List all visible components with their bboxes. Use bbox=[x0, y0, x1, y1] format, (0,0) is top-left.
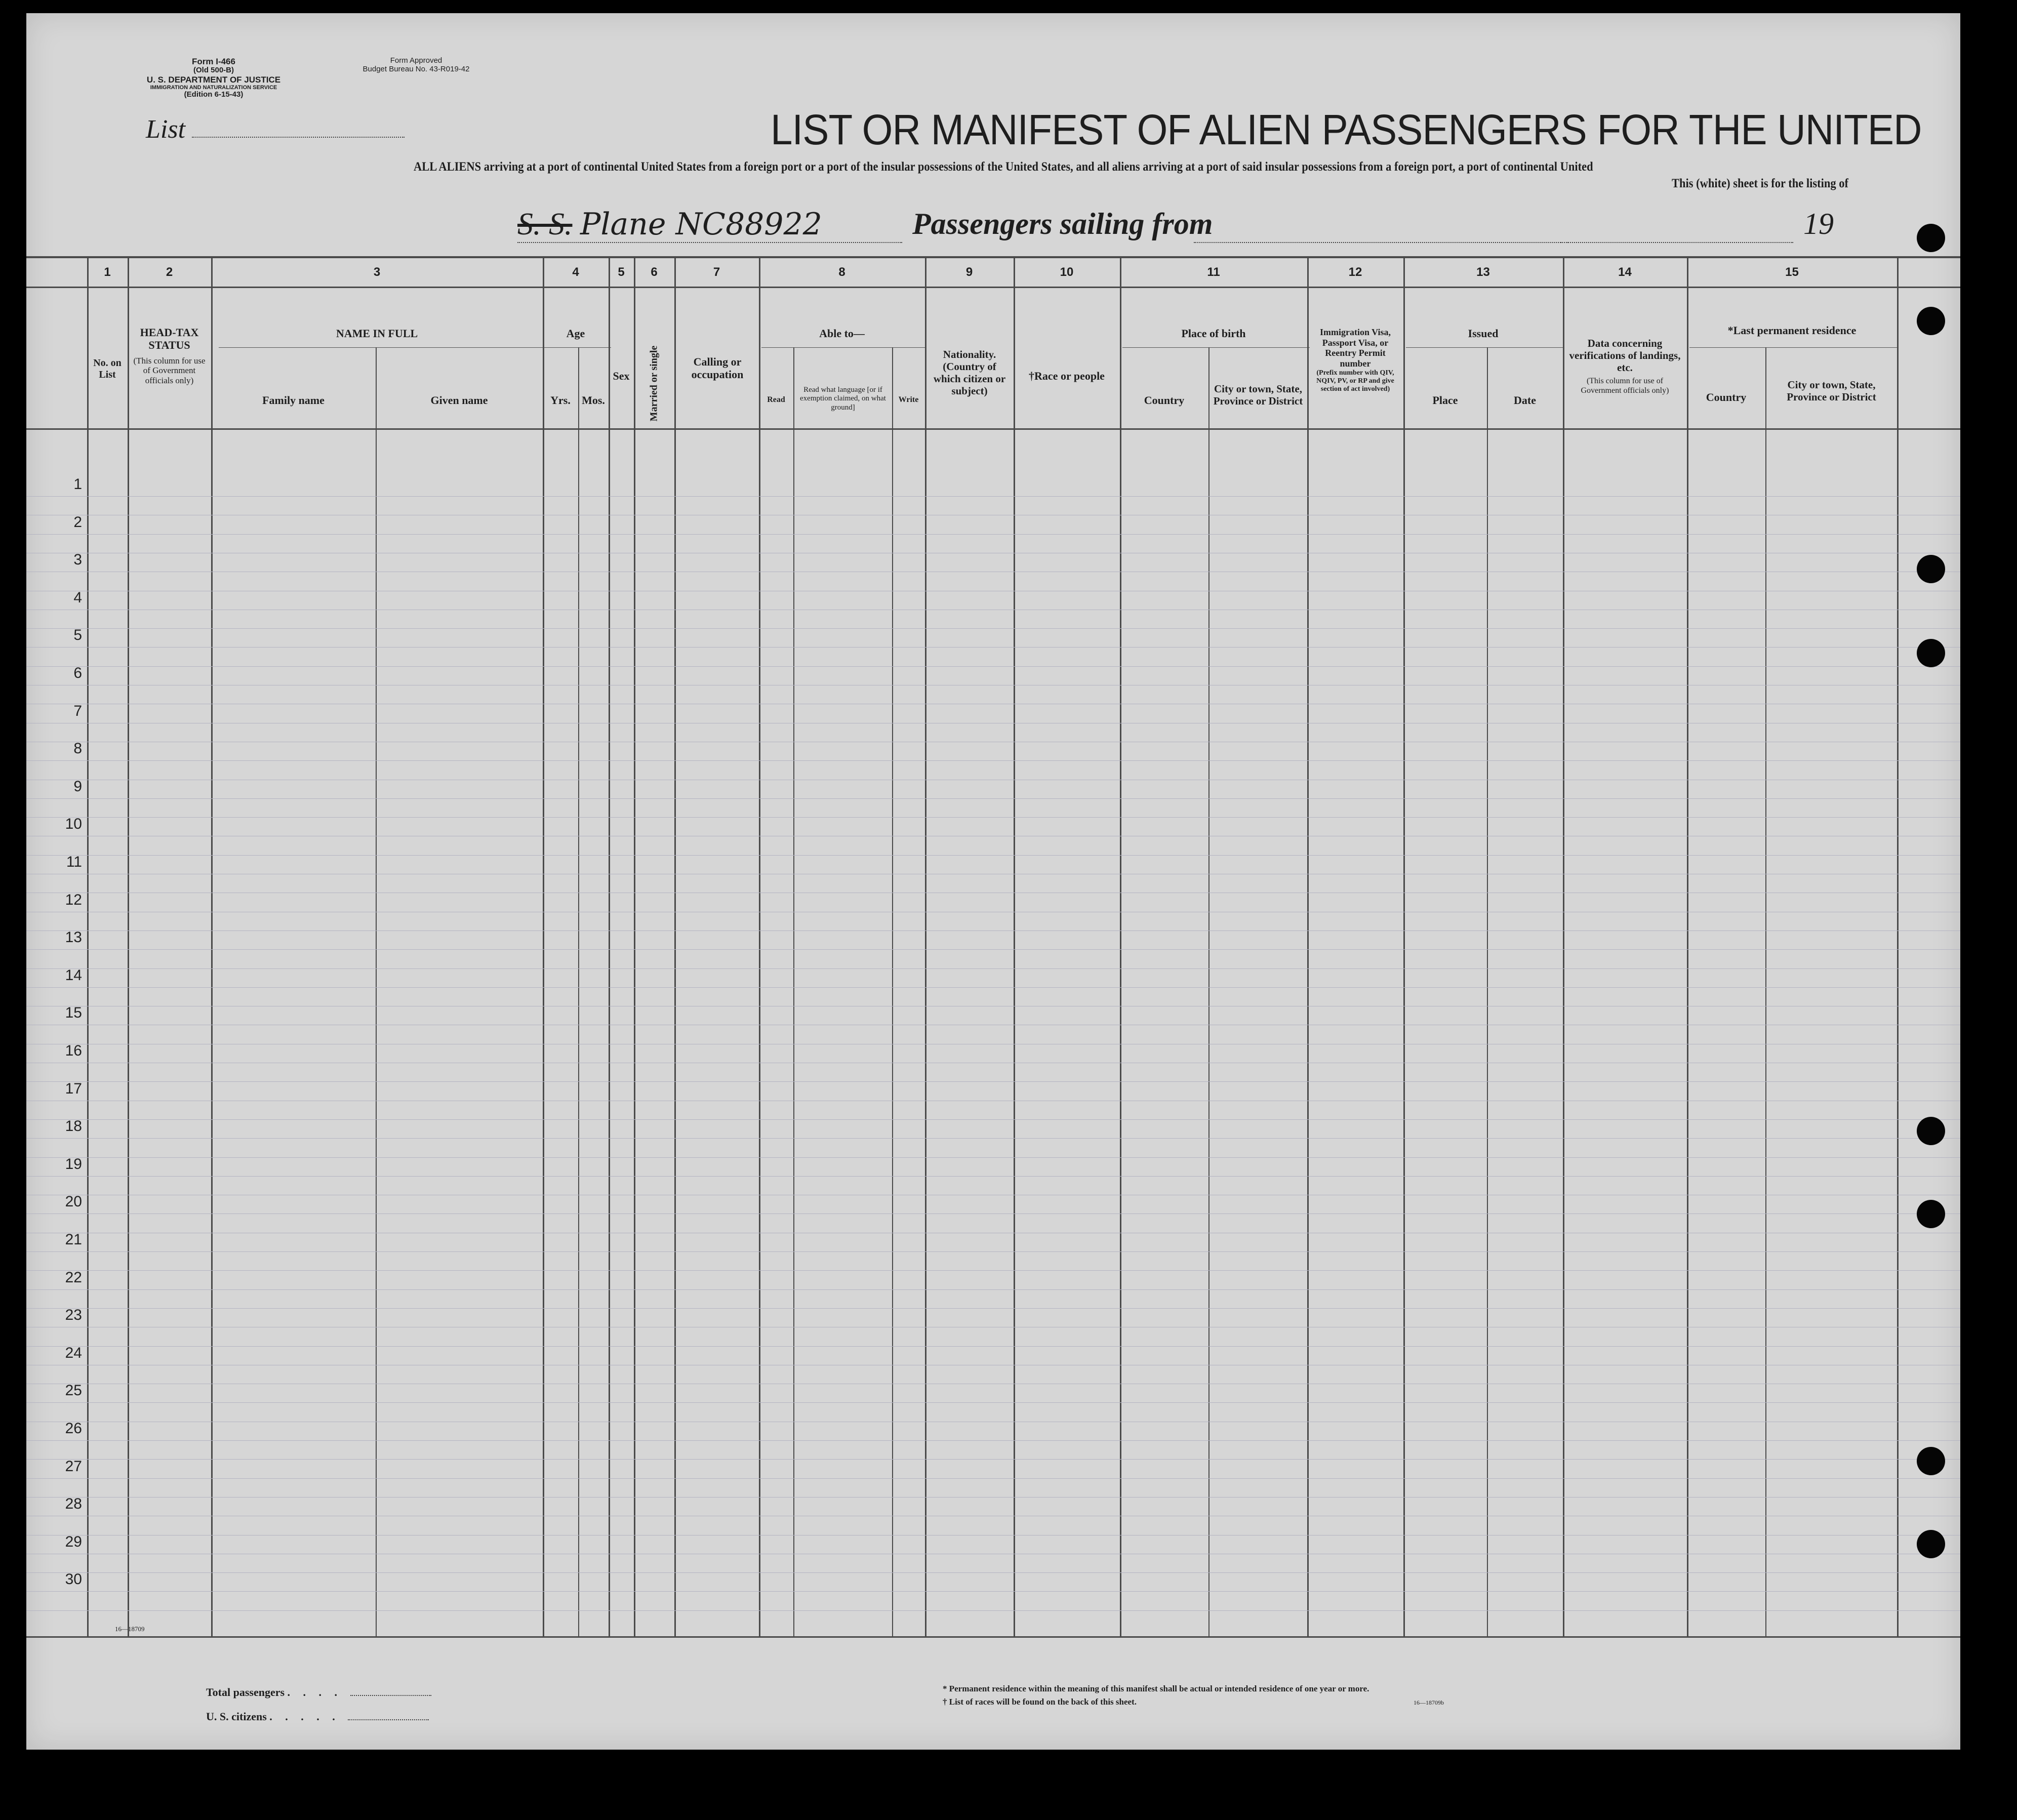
col-line bbox=[1897, 256, 1899, 1636]
old-number: (Old 500-B) bbox=[193, 66, 234, 75]
col-line bbox=[1014, 256, 1015, 1636]
row-number: 8 bbox=[73, 740, 82, 757]
ruled-line bbox=[26, 1251, 1960, 1252]
year-prefix: 19 bbox=[1803, 207, 1834, 240]
col-line bbox=[609, 256, 610, 1636]
colnum-5: 5 bbox=[618, 265, 625, 279]
col-line bbox=[674, 256, 676, 1636]
row-number: 6 bbox=[73, 665, 82, 681]
col-line bbox=[1120, 256, 1121, 1636]
name-subdivider bbox=[219, 347, 545, 348]
verification-note: (This column for use of Government officials only) bbox=[1581, 377, 1669, 395]
header-head-tax bbox=[130, 326, 209, 385]
col-line bbox=[892, 347, 893, 1636]
ss-label: S. S. bbox=[517, 207, 573, 241]
approval-block bbox=[340, 57, 492, 74]
sailing-from-field[interactable] bbox=[1194, 242, 1568, 243]
service-name: IMMIGRATION AND NATURALIZATION SERVICE bbox=[150, 84, 277, 91]
residence-subdivider bbox=[1689, 347, 1897, 348]
binder-hole bbox=[1917, 1530, 1945, 1558]
col-line bbox=[87, 256, 89, 1636]
row-number: 18 bbox=[65, 1118, 82, 1135]
ruled-line bbox=[26, 968, 1960, 969]
ruled-line bbox=[26, 1157, 1960, 1158]
colnum-9: 9 bbox=[965, 265, 973, 279]
vessel-line bbox=[517, 207, 822, 242]
ruled-line bbox=[26, 534, 1960, 535]
col-line bbox=[759, 256, 760, 1636]
ruled-line bbox=[26, 1440, 1960, 1441]
binder-hole bbox=[1917, 1200, 1945, 1228]
total-passengers-field[interactable] bbox=[350, 1695, 431, 1696]
row-number: 14 bbox=[65, 966, 82, 984]
row-number: 15 bbox=[65, 1004, 82, 1022]
colnum-13: 13 bbox=[1476, 265, 1490, 279]
ruled-line bbox=[26, 817, 1960, 818]
edition-number: (Edition 6-15-43) bbox=[184, 90, 244, 99]
row-number: 9 bbox=[73, 778, 82, 795]
row-number: 23 bbox=[65, 1307, 82, 1324]
binder-hole bbox=[1917, 224, 1945, 252]
header-given-name: Given name bbox=[430, 394, 488, 407]
department-name: U. S. DEPARTMENT OF JUSTICE bbox=[146, 74, 281, 85]
visa-note: (Prefix number with QIV, NQIV, PV, or RP and give section of act involved) bbox=[1316, 369, 1394, 393]
header-no-on-list: No. on List bbox=[93, 357, 122, 380]
vessel-underline bbox=[517, 242, 902, 243]
list-field bbox=[146, 114, 405, 144]
colnum-7: 7 bbox=[713, 265, 720, 279]
header-residence-country: Country bbox=[1706, 391, 1747, 403]
vessel-name-handwritten[interactable]: Plane NC88922 bbox=[580, 207, 822, 242]
subtitle-line2: This (white) sheet is for the listing of bbox=[1672, 177, 1848, 190]
row-number: 20 bbox=[65, 1193, 82, 1210]
header-name-in-full: NAME IN FULL bbox=[336, 327, 418, 340]
ruled-line bbox=[26, 1138, 1960, 1139]
visa-title: Immigration Visa, Passport Visa, or Reentry Permit number bbox=[1319, 327, 1391, 369]
list-line[interactable] bbox=[192, 132, 405, 138]
row-number: 3 bbox=[73, 551, 82, 569]
row-number: 17 bbox=[65, 1080, 82, 1097]
row-number: 24 bbox=[65, 1344, 82, 1361]
binder-hole bbox=[1917, 1117, 1945, 1145]
col-line bbox=[925, 256, 926, 1636]
colnum-3: 3 bbox=[373, 265, 381, 279]
footnote-residence: * Permanent residence within the meaning of this manifest shall be actual or intended residence of one year or more. bbox=[943, 1684, 1369, 1693]
header-married: Married or single bbox=[648, 345, 660, 422]
colnum-12: 12 bbox=[1348, 265, 1362, 279]
row-number: 25 bbox=[65, 1382, 82, 1399]
colnum-10: 10 bbox=[1060, 265, 1074, 279]
row-number: 1 bbox=[73, 476, 82, 493]
ruled-line bbox=[26, 1610, 1960, 1611]
sailing-from-label: Passengers sailing from bbox=[912, 207, 1213, 240]
binder-hole bbox=[1917, 555, 1945, 583]
ruled-line bbox=[26, 949, 1960, 950]
verification-title: Data concerning verifications of landings, etc. bbox=[1569, 337, 1681, 374]
binder-hole bbox=[1917, 639, 1945, 667]
form-id-block bbox=[128, 57, 300, 99]
ruled-line bbox=[26, 1478, 1960, 1479]
header-sex: Sex bbox=[613, 370, 630, 382]
ruled-line bbox=[26, 1308, 1960, 1309]
ruled-line bbox=[26, 647, 1960, 648]
row-number: 2 bbox=[73, 513, 82, 531]
col-line bbox=[578, 347, 579, 1636]
col-line bbox=[211, 256, 213, 1636]
print-code-left: 16—18709 bbox=[115, 1625, 145, 1633]
header-read-what: Read what language [or if exemption claimed, on what ground] bbox=[800, 386, 886, 412]
header-bottom-border bbox=[26, 428, 1960, 430]
header-birth-country: Country bbox=[1144, 394, 1185, 407]
row-number: 30 bbox=[65, 1571, 82, 1588]
header-issued: Issued bbox=[1468, 327, 1499, 340]
header-yrs: Yrs. bbox=[550, 394, 571, 407]
date-field[interactable] bbox=[1560, 242, 1793, 243]
row-number: 29 bbox=[65, 1533, 82, 1550]
row-number: 11 bbox=[66, 854, 82, 870]
ruled-line bbox=[26, 1081, 1960, 1082]
colnum-divider bbox=[26, 287, 1960, 288]
colnum-2: 2 bbox=[166, 265, 173, 279]
row-number: 13 bbox=[65, 929, 82, 946]
header-age: Age bbox=[566, 327, 585, 340]
ruled-line bbox=[26, 1459, 1960, 1460]
col-line bbox=[1403, 256, 1405, 1636]
form-number: Form I-466 bbox=[192, 57, 235, 66]
row-number: 28 bbox=[65, 1495, 82, 1513]
ruled-line bbox=[26, 1402, 1960, 1403]
footnote-races: † List of races will be found on the back of this sheet. bbox=[943, 1697, 1137, 1707]
header-birth-city: City or town, State, Province or District bbox=[1213, 383, 1303, 408]
colnum-11: 11 bbox=[1207, 265, 1220, 279]
col-line bbox=[1687, 256, 1688, 1636]
col-line bbox=[376, 347, 377, 1636]
ruled-line bbox=[26, 666, 1960, 667]
colnum-8: 8 bbox=[838, 265, 845, 279]
row-number: 5 bbox=[73, 627, 82, 644]
col-line bbox=[1208, 347, 1209, 1636]
us-citizens-label: U. S. citizens bbox=[206, 1710, 267, 1723]
row-number: 26 bbox=[65, 1420, 82, 1437]
header-last-residence: *Last permanent residence bbox=[1727, 324, 1857, 337]
header-able-to: Able to— bbox=[819, 327, 865, 340]
us-citizens-row: U. S. citizens . . . . . bbox=[206, 1710, 429, 1723]
ruled-line bbox=[26, 1591, 1960, 1592]
header-place-of-birth: Place of birth bbox=[1181, 327, 1246, 340]
ruled-line bbox=[26, 628, 1960, 629]
issued-subdivider bbox=[1406, 347, 1563, 348]
ruled-line bbox=[26, 1289, 1960, 1290]
header-issued-date: Date bbox=[1514, 394, 1536, 407]
ruled-line bbox=[26, 1572, 1960, 1573]
ruled-line bbox=[26, 496, 1960, 497]
header-nationality: Nationality. (Country of which citizen or subject) bbox=[933, 348, 1006, 397]
header-write: Write bbox=[898, 395, 919, 404]
able-subdivider bbox=[761, 347, 926, 348]
col-line bbox=[1487, 347, 1488, 1636]
budget-bureau: Budget Bureau No. 43-R019-42 bbox=[362, 64, 470, 73]
col-line bbox=[1307, 256, 1309, 1636]
row-number: 7 bbox=[73, 702, 82, 719]
binder-hole bbox=[1917, 1447, 1945, 1475]
header-visa bbox=[1310, 327, 1401, 393]
colnum-14: 14 bbox=[1618, 265, 1632, 279]
col-line bbox=[634, 256, 635, 1636]
ruled-line bbox=[26, 1497, 1960, 1498]
col-line bbox=[793, 347, 794, 1636]
birth-subdivider bbox=[1122, 347, 1310, 348]
list-label: List bbox=[146, 115, 186, 144]
ruled-line bbox=[26, 1119, 1960, 1120]
head-tax-title: HEAD-TAX STATUS bbox=[140, 326, 199, 352]
subtitle-line1: ALL ALIENS arriving at a port of continental United States from a foreign port or a port of the insular possessions of the United States, and all aliens arriving at a port of said insular possessions from a foreign port, a port of continental United bbox=[414, 160, 1593, 174]
row-number: 12 bbox=[65, 891, 82, 908]
header-mos: Mos. bbox=[582, 394, 605, 407]
colnum-1: 1 bbox=[104, 265, 111, 279]
page-title: LIST OR MANIFEST OF ALIEN PASSENGERS FOR THE UNITED bbox=[771, 106, 1922, 153]
us-citizens-field[interactable] bbox=[348, 1719, 429, 1720]
header-calling: Calling or occupation bbox=[691, 355, 744, 381]
row-number: 27 bbox=[65, 1458, 82, 1475]
ruled-line bbox=[26, 987, 1960, 988]
header-race: †Race or people bbox=[1029, 370, 1105, 382]
ruled-line bbox=[26, 1176, 1960, 1177]
col-line bbox=[1563, 256, 1564, 1636]
ruled-line bbox=[26, 1346, 1960, 1347]
head-tax-note: (This column for use of Government officials only) bbox=[133, 355, 206, 385]
header-residence-city: City or town, State, Province or District bbox=[1787, 379, 1876, 403]
colnum-15: 15 bbox=[1785, 265, 1799, 279]
row-number: 19 bbox=[65, 1155, 82, 1172]
binder-hole bbox=[1917, 307, 1945, 335]
form-approved: Form Approved bbox=[390, 56, 442, 65]
table-top-border bbox=[26, 256, 1960, 258]
row-number: 4 bbox=[73, 589, 82, 606]
row-number: 16 bbox=[65, 1042, 82, 1059]
header-family-name: Family name bbox=[262, 394, 325, 407]
header-verification bbox=[1568, 337, 1682, 395]
total-passengers-row: Total passengers . . . . bbox=[206, 1686, 431, 1699]
manifest-sheet bbox=[26, 13, 1960, 1750]
row-number: 22 bbox=[65, 1269, 82, 1286]
ruled-line bbox=[26, 1270, 1960, 1271]
footnote-code: 16—18709b bbox=[1414, 1699, 1444, 1706]
col-line bbox=[543, 256, 544, 1636]
ruled-line bbox=[26, 855, 1960, 856]
total-passengers-label: Total passengers bbox=[206, 1686, 285, 1698]
header-read: Read bbox=[767, 395, 785, 404]
ruled-line bbox=[26, 760, 1960, 761]
table-bottom-border bbox=[26, 1636, 1960, 1638]
row-number: 21 bbox=[65, 1231, 82, 1248]
row-number: 10 bbox=[65, 816, 82, 833]
colnum-6: 6 bbox=[651, 265, 658, 279]
header-issued-place: Place bbox=[1432, 394, 1458, 407]
col-line bbox=[128, 256, 129, 1636]
colnum-4: 4 bbox=[572, 265, 579, 279]
col-line bbox=[1765, 347, 1766, 1636]
ruled-line bbox=[26, 798, 1960, 799]
